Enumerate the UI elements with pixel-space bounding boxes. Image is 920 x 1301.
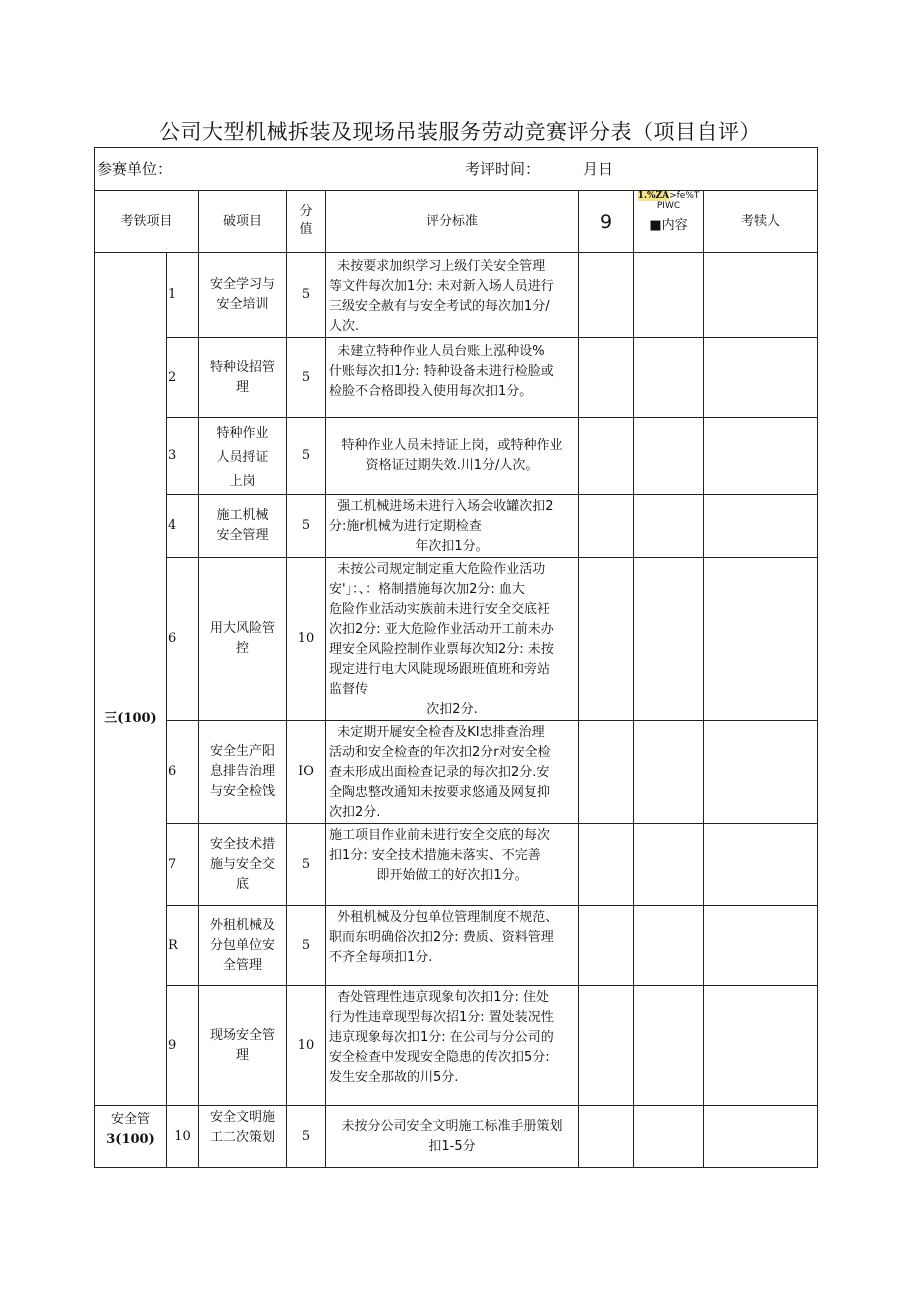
criteria-line: 特种作业人员未持证上岗，或特种作业 xyxy=(341,438,563,453)
table-row xyxy=(95,558,818,721)
item-name-line: 安全生产阳 xyxy=(209,744,275,759)
table-row xyxy=(95,495,818,558)
item-name-line: 与安全检饯 xyxy=(209,784,275,799)
score-table xyxy=(94,147,818,1168)
item-criteria xyxy=(326,906,579,986)
item-name xyxy=(199,986,287,1106)
criteria-line: 职而东明确俗次扣2分: 费质、资料管理 xyxy=(329,930,554,945)
item-name-line: 现场安全管 xyxy=(209,1027,275,1043)
criteria-line: 即开始做工的好次扣1分。 xyxy=(376,868,528,883)
table-row xyxy=(95,1106,818,1168)
table-row xyxy=(95,418,818,495)
item-score: 5 xyxy=(287,253,326,338)
criteria-line: 未按要求加织学习上级仃关安全管理 xyxy=(329,259,546,274)
item-score: 10 xyxy=(287,986,326,1106)
self-score-cell[interactable] xyxy=(579,721,634,824)
item-name-line: 安全技术措 xyxy=(209,836,275,852)
content-cell[interactable] xyxy=(634,558,704,721)
criteria-line: 三级安全赦有与安全考试的每次加1分/ xyxy=(329,299,550,314)
section-label xyxy=(95,1106,167,1168)
table-row xyxy=(95,338,818,418)
self-score-cell[interactable] xyxy=(579,253,634,338)
item-name-line: 分包单位安 xyxy=(209,937,275,953)
item-name xyxy=(199,721,287,824)
item-score: 5 xyxy=(287,824,326,906)
item-name-line: 施工机械 xyxy=(216,508,269,523)
assessor-cell[interactable] xyxy=(704,824,818,906)
assessment-time-label: 考评时间： xyxy=(465,160,541,178)
item-score: 5 xyxy=(287,338,326,418)
item-name-line: 底 xyxy=(235,876,249,892)
content-cell[interactable] xyxy=(634,1106,704,1168)
item-number: 10 xyxy=(167,1106,199,1168)
item-name xyxy=(199,1106,287,1168)
assessor-cell[interactable] xyxy=(704,1106,818,1168)
criteria-line: 全陶忠整改通知未按要求悠通及网复抑 xyxy=(329,785,551,800)
table-row xyxy=(95,906,818,986)
header-standard: 评分标准 xyxy=(326,191,579,253)
criteria-line: 未建立特种作业人员台账上泓种设% xyxy=(329,344,545,359)
item-number: 6 xyxy=(167,558,199,721)
item-name xyxy=(199,495,287,558)
item-name xyxy=(199,558,287,721)
item-name-line: 安全管理 xyxy=(216,528,269,543)
item-name xyxy=(199,906,287,986)
item-criteria xyxy=(326,495,579,558)
item-name xyxy=(199,418,287,495)
section-label: 三(100) xyxy=(95,253,167,1106)
item-criteria xyxy=(326,418,579,495)
item-name-line: 安全培训 xyxy=(216,297,269,312)
content-cell[interactable] xyxy=(634,906,704,986)
item-name xyxy=(199,338,287,418)
item-name-line: 特种设招管 xyxy=(209,359,275,375)
content-cell[interactable] xyxy=(634,986,704,1106)
item-criteria xyxy=(326,1106,579,1168)
item-number: 1 xyxy=(167,253,199,338)
item-name-line: 工二次策划 xyxy=(209,1130,275,1145)
self-score-cell[interactable] xyxy=(579,495,634,558)
item-score: IO xyxy=(287,721,326,824)
item-name-line: 用大风险管 xyxy=(209,621,275,636)
criteria-line: 监督传 xyxy=(329,682,369,697)
item-criteria xyxy=(326,721,579,824)
assessor-cell[interactable] xyxy=(704,986,818,1106)
item-number: 2 xyxy=(167,338,199,418)
criteria-line: 理安全风险控制作业票每次知2分: 未按 xyxy=(329,642,554,657)
criteria-line: 检脸不合格即投入使用每次扣1分。 xyxy=(329,384,533,399)
header-score-text: 分值 xyxy=(299,204,313,237)
item-name-line: 理 xyxy=(235,379,249,395)
criteria-line: 安全检查中发现安全隐患的传次扣5分: xyxy=(329,1050,550,1065)
table-row xyxy=(95,721,818,824)
criteria-line: 未按分公司安全文明施工标准手册策划 xyxy=(341,1118,563,1134)
self-score-cell[interactable] xyxy=(579,1106,634,1168)
header-content xyxy=(634,191,704,253)
assessor-cell[interactable] xyxy=(704,253,818,338)
header-item: 考铁项目 xyxy=(95,191,199,253)
criteria-line: 施工项目作业前未进行安全交底的每次 xyxy=(329,828,551,843)
item-number: 9 xyxy=(167,986,199,1106)
item-number: 7 xyxy=(167,824,199,906)
criteria-line: 安'」：、：格制措施每次加2分: 血大 xyxy=(329,582,525,597)
item-name-line: 全管理 xyxy=(222,957,262,973)
item-number: 4 xyxy=(167,495,199,558)
item-criteria xyxy=(326,558,579,721)
header-col-nine: 9 xyxy=(579,191,634,253)
assessor-cell[interactable] xyxy=(704,906,818,986)
criteria-line: 什账每次扣1分: 特种设备未进行检脸或 xyxy=(329,364,554,379)
item-name-line: 理 xyxy=(235,1047,249,1063)
criteria-line: 次扣2分. xyxy=(329,805,381,820)
criteria-line: 未定期开屣安全检杳及KI忠排查治理 xyxy=(329,725,545,740)
header-content-highlight: 1.%ZA xyxy=(637,191,670,201)
table-row xyxy=(95,986,818,1106)
assessor-cell[interactable] xyxy=(704,338,818,418)
assessor-cell[interactable] xyxy=(704,495,818,558)
header-content-line1: >fe%T xyxy=(669,191,700,201)
item-name xyxy=(199,253,287,338)
item-name-line: 人员捋证 xyxy=(216,450,269,465)
item-number: R xyxy=(167,906,199,986)
criteria-line: 危险作业活动实族前未进行安全交底衽 xyxy=(329,602,551,617)
participant-unit-label: 参赛单位： xyxy=(97,160,173,178)
criteria-line: 等文件每次加1分: 未对新入场人员进行 xyxy=(329,279,554,294)
info-row xyxy=(95,148,818,191)
item-number: 6 xyxy=(167,721,199,824)
item-name-line: 息排告治理 xyxy=(209,764,275,779)
header-row xyxy=(95,191,818,253)
criteria-line: 资格证过期失效.川1分/人次。 xyxy=(365,458,539,473)
criteria-line: 杳处管理性违京现象旬次扣1分: 住处 xyxy=(329,990,550,1005)
assessor-cell[interactable] xyxy=(704,721,818,824)
criteria-line: 年次扣1分。 xyxy=(415,539,489,554)
content-cell[interactable] xyxy=(634,253,704,338)
self-score-cell[interactable] xyxy=(579,824,634,906)
criteria-line: 行为性违章现型每次招1分: 置处装况性 xyxy=(329,1010,554,1025)
criteria-line: 扣1分: 安全技术措施未落实、不完善 xyxy=(329,848,541,863)
item-criteria xyxy=(326,253,579,338)
criteria-line: 次扣2分. xyxy=(426,702,478,717)
criteria-line: 未按公司规定制定重大危险作业活功 xyxy=(329,562,546,577)
item-name-line: 外租机械及 xyxy=(209,917,275,933)
assessor-cell[interactable] xyxy=(704,418,818,495)
date-label: 月日 xyxy=(583,160,614,178)
item-score: 5 xyxy=(287,418,326,495)
self-score-cell[interactable] xyxy=(579,418,634,495)
item-score: 10 xyxy=(287,558,326,721)
header-content-line2: PIWC xyxy=(656,201,681,211)
item-name-line: 安全文明施 xyxy=(209,1110,275,1125)
item-score: 5 xyxy=(287,1106,326,1168)
table-row xyxy=(95,253,818,338)
header-sub-item: 破项目 xyxy=(199,191,287,253)
content-cell[interactable] xyxy=(634,495,704,558)
criteria-line: 人次. xyxy=(329,319,360,334)
item-criteria xyxy=(326,986,579,1106)
criteria-line: 次扣2分: 亚大危险作业活动开工前未办 xyxy=(329,622,554,637)
header-assessor: 考犊人 xyxy=(704,191,818,253)
criteria-line: 外租机械及分包单位管理制度不规范、 xyxy=(329,910,559,925)
criteria-line: 现定进行电大风陡现场跟班值班和旁站 xyxy=(329,662,551,677)
item-criteria xyxy=(326,824,579,906)
criteria-line: 扣1-5分 xyxy=(428,1138,476,1154)
assessor-cell[interactable] xyxy=(704,558,818,721)
self-score-cell[interactable] xyxy=(579,558,634,721)
criteria-line: 违京现象每次扣1分: 在公司与分公司的 xyxy=(329,1030,554,1045)
criteria-line: 活动和安全检查的年次扣2分r对安全检 xyxy=(329,745,551,760)
item-number: 3 xyxy=(167,418,199,495)
criteria-line: 强工机械进场未进行入场会收罐次扣2 xyxy=(329,499,554,514)
self-score-cell[interactable] xyxy=(579,986,634,1106)
criteria-line: 分:施r机械为进行定期检查 xyxy=(329,519,482,534)
item-name-line: 上岗 xyxy=(229,474,256,489)
criteria-line: 发生安全那故的川5分. xyxy=(329,1070,459,1085)
self-score-cell[interactable] xyxy=(579,906,634,986)
item-name-line: 特种作业 xyxy=(216,426,269,441)
content-cell[interactable] xyxy=(634,418,704,495)
item-name xyxy=(199,824,287,906)
item-name-line: 施与安全交 xyxy=(209,856,275,872)
content-cell[interactable] xyxy=(634,338,704,418)
section-label-line: 安全管 xyxy=(110,1112,150,1127)
item-criteria xyxy=(326,338,579,418)
criteria-line: 查未形成出面检查记录的每次扣2分.安 xyxy=(329,765,550,780)
content-cell[interactable] xyxy=(634,721,704,824)
section-label-line: 3(100) xyxy=(106,1132,155,1147)
content-cell[interactable] xyxy=(634,824,704,906)
header-content-line3: ■内容 xyxy=(649,218,688,233)
page-title: 公司大型机械拆装及现场吊装服务劳动竞赛评分表（项目自评） xyxy=(159,120,761,144)
criteria-line: 不齐全每项扣1分. xyxy=(329,950,433,965)
table-row xyxy=(95,824,818,906)
item-score: 5 xyxy=(287,906,326,986)
item-score: 5 xyxy=(287,495,326,558)
header-score xyxy=(287,191,326,253)
item-name-line: 安全学习与 xyxy=(209,277,275,292)
self-score-cell[interactable] xyxy=(579,338,634,418)
item-name-line: 控 xyxy=(235,641,249,656)
